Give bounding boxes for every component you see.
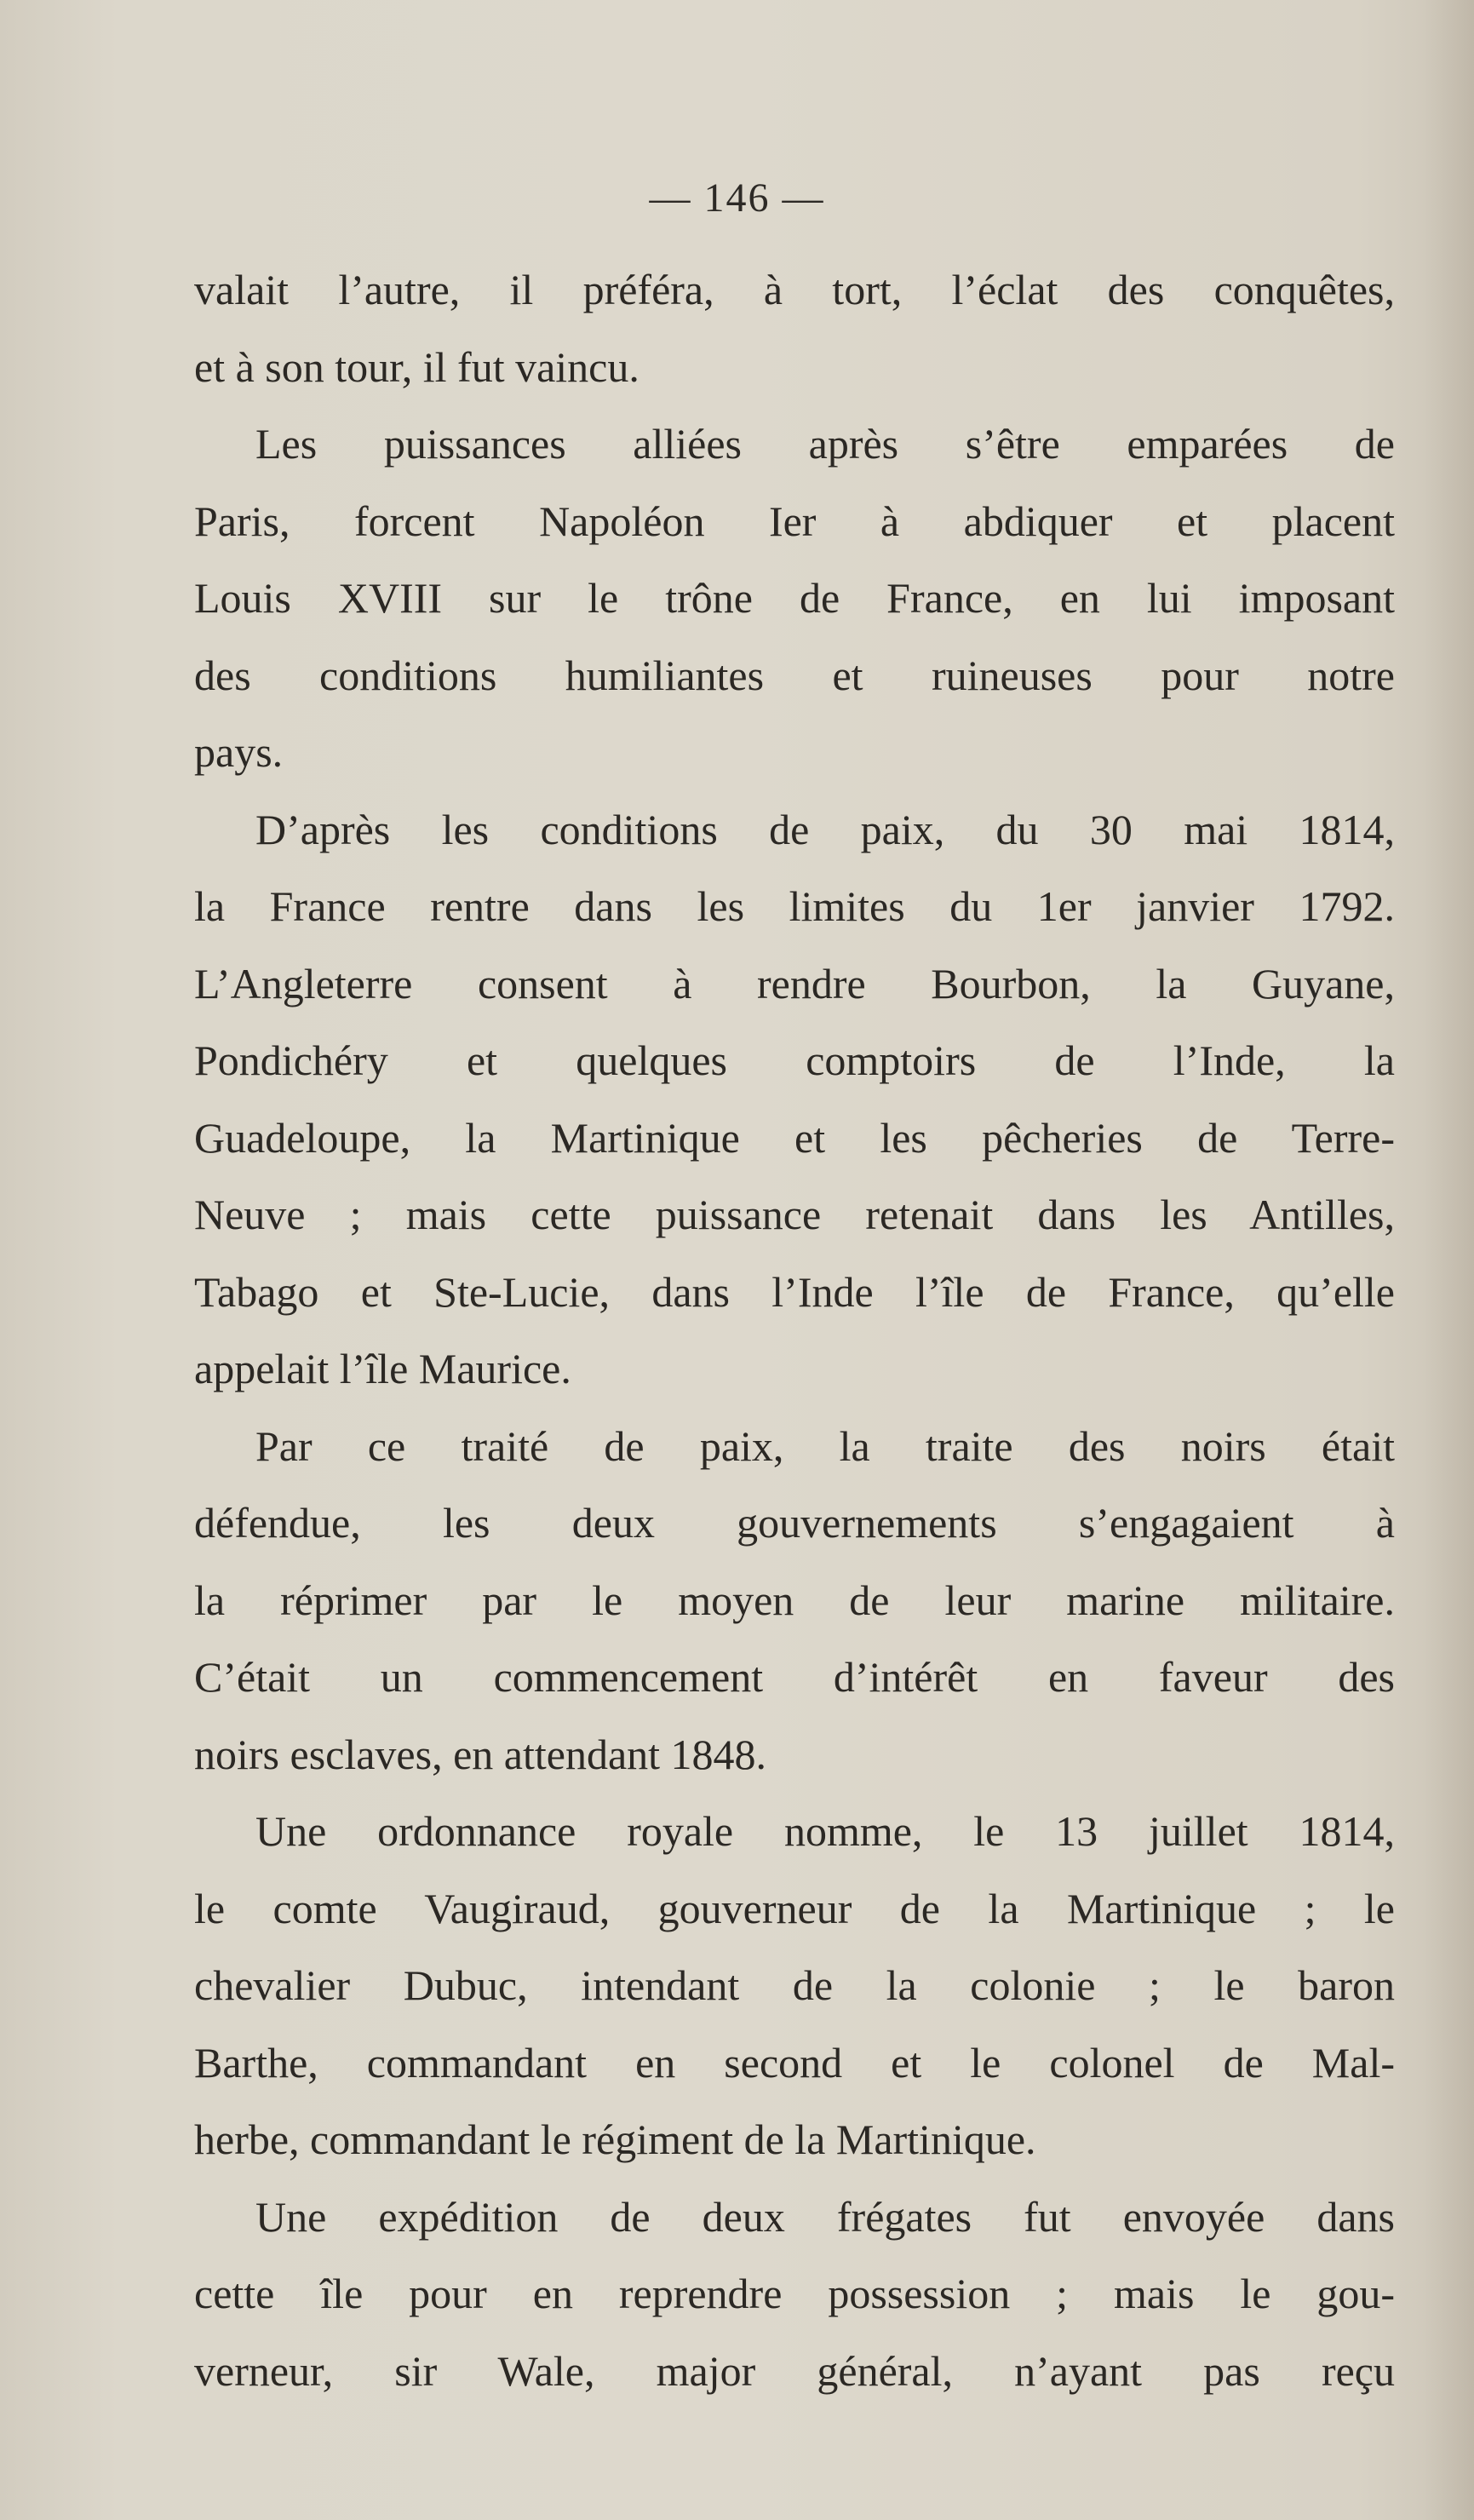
text-line: et à son tour, il fut vaincu. (194, 342, 639, 391)
text-line: Par ce traité de paix, la traite des noirs était (255, 1421, 1395, 1470)
text-line: L’Angleterre consent à rendre Bourbon, la Guyane, (194, 959, 1395, 1007)
text-line: Pondichéry et quelques comptoirs de l’Inde, la (194, 1036, 1395, 1084)
text-line: des conditions humiliantes et ruineuses pour notre (194, 651, 1395, 699)
text-line: C’était un commencement d’intérêt en faveur des (194, 1653, 1395, 1701)
page-number: — 146 — (649, 175, 825, 221)
text-line: Barthe, commandant en second et le colonel de Mal- (194, 2038, 1395, 2087)
text-line: valait l’autre, il préféra, à tort, l’éclat des conquêtes, (194, 266, 1395, 313)
text-line: verneur, sir Wale, major général, n’ayant pas reçu (194, 2346, 1395, 2395)
text-line: pays. (194, 728, 284, 776)
text-line: la réprimer par le moyen de leur marine militaire. (194, 1576, 1395, 1624)
text-line: la France rentre dans les limites du 1er janvier 1792. (194, 882, 1395, 930)
text-line: chevalier Dubuc, intendant de la colonie ; le baron (194, 1961, 1395, 2009)
text-line: cette île pour en reprendre possession ; mais le gou- (194, 2270, 1395, 2317)
text-line: Les puissances alliées après s’être emparées de (255, 420, 1395, 468)
text-line: appelait l’île Maurice. (194, 1345, 571, 1392)
text-line: Paris, forcent Napoléon Ier à abdiquer et placent (194, 497, 1395, 545)
text-line: herbe, commandant le régiment de la Martinique. (194, 2115, 1036, 2163)
text-line: Neuve ; mais cette puissance retenait dans les Antilles, (194, 1191, 1395, 1238)
text-line: Tabago et Ste-Lucie, dans l’Inde l’île de France, qu’elle (194, 1267, 1395, 1316)
text-line: Guadeloupe, la Martinique et les pêcheries de Terre- (194, 1113, 1395, 1162)
text-line: le comte Vaugiraud, gouverneur de la Martinique ; le (194, 1884, 1395, 1932)
text-line: Une ordonnance royale nomme, le 13 juillet 1814, (255, 1807, 1395, 1855)
text-line: Louis XVIII sur le trône de France, en lui imposant (194, 574, 1395, 622)
text-line: Une expédition de deux frégates fut envoyée dans (255, 2192, 1395, 2241)
text-line: D’après les conditions de paix, du 30 mai 1814, (255, 805, 1395, 853)
text-line: noirs esclaves, en attendant 1848. (194, 1730, 767, 1778)
text-line: défendue, les deux gouvernements s’engagaient à (194, 1499, 1395, 1547)
body-text (194, 251, 1395, 2409)
